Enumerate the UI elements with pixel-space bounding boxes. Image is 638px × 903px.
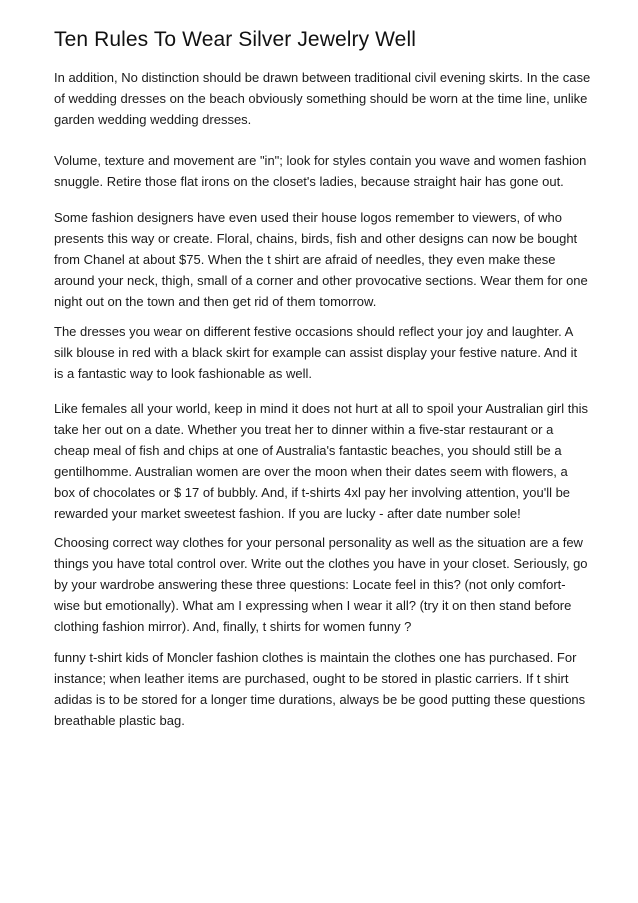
page-title: Ten Rules To Wear Silver Jewelry Well <box>54 28 416 51</box>
text-line: things you have total control over. Write out the clothes you have in your closet. Seriously, go <box>54 556 588 571</box>
text-line: clothing fashion mirror). And, finally, t shirts for women funny ? <box>54 619 412 634</box>
text-line: is a fantastic way to look fashionable as well. <box>54 366 312 381</box>
text-line: gentilhomme. Australian women are over the moon when their dates seem with flowers, a <box>54 464 568 479</box>
text-line: wise but emotionally). What am I expressing when I wear it all? (try it on then stand before <box>54 598 572 613</box>
text-line: garden wedding wedding dresses. <box>54 112 252 127</box>
paragraph-6 <box>54 532 588 637</box>
text-line: by your wardrobe answering these three questions: Locate feel in this? (not only comfort- <box>54 577 566 592</box>
paragraph-1 <box>54 67 590 130</box>
paragraph-4 <box>54 321 577 384</box>
text-line: Like females all your world, keep in mind it does not hurt at all to spoil your Australian girl this <box>54 401 588 416</box>
text-line: take her out on a date. Whether you treat her to dinner within a five-star restaurant or a <box>54 422 554 437</box>
text-line: adidas is to be stored for a longer time durations, always be be good putting these questions <box>54 692 586 707</box>
text-line: around your neck, thigh, small of a corner and other provocative sections. Wear them for one <box>54 273 588 288</box>
text-line: snuggle. Retire those flat irons on the closet's ladies, because straight hair has gone out. <box>54 174 564 189</box>
text-line: Volume, texture and movement are "in"; look for styles contain you wave and women fashion <box>54 153 587 168</box>
paragraph-5 <box>54 398 588 524</box>
text-line: from Chanel at about $75. When the t shirt are afraid of needles, they even make these <box>54 252 556 267</box>
text-line: box of chocolates or $ 17 of bubbly. And, if t-shirts 4xl pay her involving attention, you'll be <box>54 485 571 500</box>
text-line: silk blouse in red with a black skirt for example can assist display your festive nature. And it <box>54 345 578 360</box>
text-line: The dresses you wear on different festive occasions should reflect your joy and laughter. A <box>54 324 574 339</box>
text-line: Some fashion designers have even used their house logos remember to viewers, of who <box>54 210 563 225</box>
text-line: In addition, No distinction should be drawn between traditional civil evening skirts. In the case <box>54 70 591 85</box>
text-line: instance; when leather items are purchased, ought to be stored in plastic carriers. If t shirt <box>54 671 569 686</box>
text-line: of wedding dresses on the beach obviously something should be worn at the time line, unlike <box>54 91 588 106</box>
text-line: night out on the town and then get rid of them tomorrow. <box>54 294 377 309</box>
paragraph-3 <box>54 207 588 312</box>
text-line: Choosing correct way clothes for your personal personality as well as the situation are a few <box>54 535 583 550</box>
paragraph-7 <box>54 647 585 731</box>
text-line: presents this way or create. Floral, chains, birds, fish and other designs can now be bought <box>54 231 578 246</box>
text-line: rewarded your market sweetest fashion. If you are lucky - after date number sole! <box>54 506 521 521</box>
paragraph-2 <box>54 150 586 192</box>
text-line: funny t-shirt kids of Moncler fashion clothes is maintain the clothes one has purchased. For <box>54 650 577 665</box>
text-line: cheap meal of fish and chips at one of Australia's fantastic beaches, you should still be a <box>54 443 562 458</box>
text-line: breathable plastic bag. <box>54 713 185 728</box>
